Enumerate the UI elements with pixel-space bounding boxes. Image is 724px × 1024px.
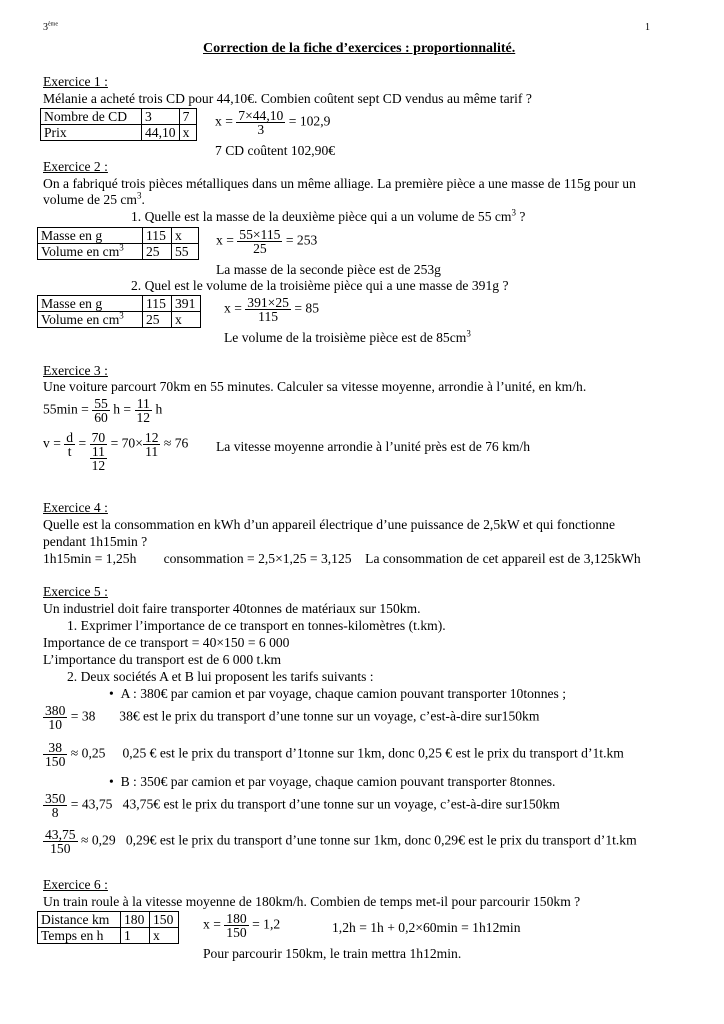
ex6-answer: Pour parcourir 150km, le train mettra 1h12min.: [203, 946, 462, 961]
table-cell: 180: [121, 912, 150, 928]
ex2-statement-1: On a fabriqué trois pièces métalliques dans un même alliage. La première pièce a une masse de 115g pour un: [43, 176, 636, 191]
ex1-answer: 7 CD coûtent 102,90€: [215, 143, 336, 158]
ex6-equation: x = $\frac{180}{150}$ = 1,2: [203, 911, 281, 940]
ex2-equation-1: x = $\frac{55\times 115}{25}$ = 253: [216, 227, 318, 256]
table-row: [38, 296, 201, 312]
ex3-statement: Une voiture parcourt 70km en 55 minutes. Calculer sa vitesse moyenne, arrondie à l’unité, en km/h.: [43, 379, 587, 394]
table-cell: 115: [143, 296, 172, 312]
ex2-question-1: 1. Quelle est la masse de la deuxième pièce qui a un volume de 55 $cm^3$ ?: [131, 207, 526, 224]
table-cell: x: [172, 312, 201, 328]
table-cell: 150: [150, 912, 179, 928]
table-cell: Prix: [41, 125, 142, 141]
ex5-bullet-b: • B : 350€ par camion et par voyage, chaque camion pouvant transporter 8tonnes.: [109, 774, 556, 789]
ex2-equation-2: x = $\frac{391\times 25}{115}$ = 85: [224, 295, 320, 324]
ex4-calculation: 1h15min = 1,25h consommation = 2,5×1,25 = 3,125 La consommation de cet appareil est de 3,125kWh: [43, 551, 641, 566]
table-cell: 3: [142, 109, 180, 125]
page-title: Correction de la fiche d’exercices : proportionnalité.: [203, 41, 516, 56]
ex6-conversion: 1,2h = 1h + 0,2×60min = 1h12min: [332, 920, 521, 935]
table-cell: Masse en g: [38, 228, 143, 244]
ex5-statement: Un industriel doit faire transporter 40tonnes de matériaux sur 150km.: [43, 601, 421, 616]
ex5-calc-1: Importance de ce transport = 40×150 = 6 000: [43, 635, 290, 650]
table-row: [38, 928, 179, 944]
ex4-heading: Exercice 4 :: [43, 500, 108, 515]
table-cell: 1: [121, 928, 150, 944]
ex3-answer: La vitesse moyenne arrondie à l’unité près est de 76 km/h: [216, 439, 531, 454]
ex6-statement: Un train roule à la vitesse moyenne de 180km/h. Combien de temps met-il pour parcourir 150km ?: [43, 894, 581, 909]
table-cell: x: [172, 228, 199, 244]
table-cell: 25: [143, 244, 172, 260]
table-cell: x: [150, 928, 179, 944]
table-cell: 25: [143, 312, 172, 328]
ex2-statement-2: volume de 25 $cm^3$.: [43, 190, 145, 207]
ex6-table: [37, 911, 179, 944]
page-number: 1: [645, 22, 650, 33]
ex2-heading: Exercice 2 :: [43, 159, 108, 174]
table-cell: Volume en $cm^3$: [38, 312, 143, 328]
ex2-answer-1: La masse de la seconde pièce est de 253g: [216, 262, 441, 277]
ex5-b-line-1: $\frac{350}{8}$ = 43,75 43,75€ est le prix du transport d’une tonne sur un voyage, c’est-à-dire sur150km: [45, 791, 560, 820]
ex6-heading: Exercice 6 :: [43, 877, 108, 892]
bullet-icon: •: [109, 774, 121, 789]
table-cell: Masse en g: [38, 296, 143, 312]
ex1-heading: Exercice 1 :: [43, 74, 108, 89]
table-cell: Volume en $cm^3$: [38, 244, 143, 260]
ex5-calc-2: L’importance du transport est de 6 000 t.km: [43, 652, 282, 667]
ex5-heading: Exercice 5 :: [43, 584, 108, 599]
ex4-statement-2: pendant 1h15min ?: [43, 534, 148, 549]
ex5-b-line-2: $\frac{43,75}{150}$ ≈ 0,29 0,29€ est le prix du transport d’une tonne sur 1km, donc 0,29€ est le prix du transport d’1t.km: [45, 827, 637, 856]
table-row: [41, 109, 197, 125]
bullet-icon: •: [109, 686, 121, 701]
ex2-table-2: [37, 295, 201, 328]
ex3-conversion: 55min = $\frac{55}{60}$ h = $\frac{11}{12}$ h: [43, 396, 163, 425]
table-row: [41, 125, 197, 141]
class-label: 3ème: [43, 21, 58, 33]
ex1-statement: Mélanie a acheté trois CD pour 44,10€. Combien coûtent sept CD vendus au même tarif ?: [43, 91, 532, 106]
ex2-answer-2: Le volume de la troisième pièce est de $85cm^3$: [224, 328, 471, 345]
ex5-a-line-2: $\frac{38}{150}$ ≈ 0,25 0,25 € est le prix du transport d’1tonne sur 1km, donc 0,25 € est le prix du transport d’1t.km: [45, 740, 624, 769]
ex1-equation: x = $\frac{7\times 44,10}{3}$ = 102,9: [215, 108, 331, 137]
table-cell: 44,10: [142, 125, 180, 141]
ex5-question-1: 1. Exprimer l’importance de ce transport en tonnes-kilomètres (t.km).: [67, 618, 446, 633]
ex5-question-2: 2. Deux sociétés A et B lui proposent les tarifs suivants :: [67, 669, 374, 684]
ex3-heading: Exercice 3 :: [43, 363, 108, 378]
ex1-table: [40, 108, 197, 141]
table-row: [38, 228, 199, 244]
ex2-question-2: 2. Quel est le volume de la troisième pièce qui a une masse de 391g ?: [131, 278, 509, 293]
ex5-a-line-1: $\frac{380}{10}$ = 38 38€ est le prix du transport d’une tonne sur un voyage, c’est-à-dire sur150km: [45, 703, 540, 732]
table-row: [38, 912, 179, 928]
table-row: [38, 244, 199, 260]
table-cell: 391: [172, 296, 201, 312]
ex2-table-1: [37, 227, 199, 260]
table-cell: 7: [179, 109, 196, 125]
ex5-bullet-a: • A : 380€ par camion et par voyage, chaque camion pouvant transporter 10tonnes ;: [109, 686, 567, 701]
table-cell: x: [179, 125, 196, 141]
table-cell: Temps en h: [38, 928, 121, 944]
table-cell: 115: [143, 228, 172, 244]
table-cell: Distance km: [38, 912, 121, 928]
table-cell: 55: [172, 244, 199, 260]
table-cell: Nombre de CD: [41, 109, 142, 125]
ex4-statement-1: Quelle est la consommation en kWh d’un appareil électrique d’une puissance de 2,5kW et qui fonctionne: [43, 517, 616, 532]
table-row: [38, 312, 201, 328]
ex3-speed-equation: v = $\frac{d}{t}$ = $\frac{70}{\frac{11}{12}}$ = 70× $\frac{12}{11}$ ≈ 76: [43, 430, 189, 473]
